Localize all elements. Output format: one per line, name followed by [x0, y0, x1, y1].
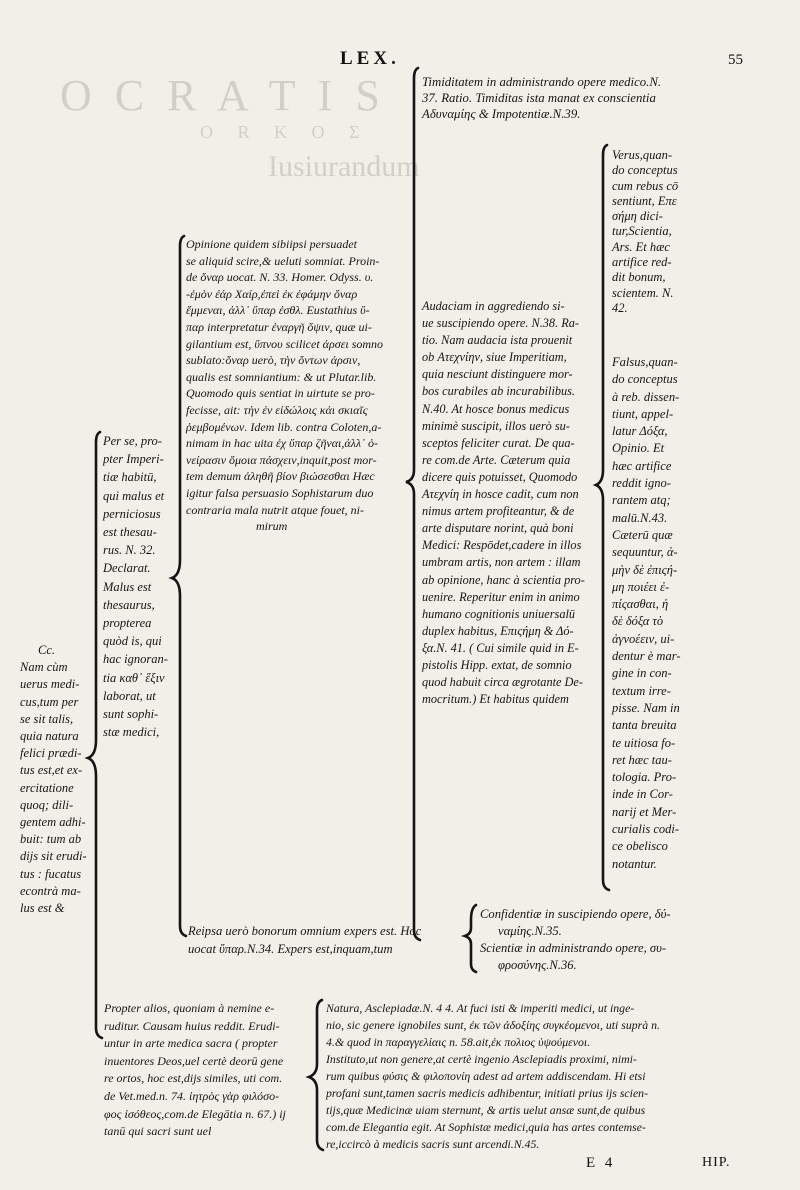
text-line: perniciosus	[103, 506, 161, 521]
text-line: qui malus et	[103, 488, 165, 503]
text-line: Confidentiæ in suscipiendo opere, δύ-	[480, 907, 671, 921]
text-line: pistolis Hipp. extat, de somnio	[422, 657, 572, 672]
text-line: pter Imperi-	[103, 452, 164, 467]
text-line: inde in Cor-	[612, 787, 673, 802]
catchword: HIP.	[702, 1155, 731, 1170]
text-line: econtrà ma-	[20, 883, 81, 898]
text-line: igitur falsa persuasio Sophistarum duo	[186, 485, 374, 500]
natura-block	[326, 1000, 726, 1153]
text-line: Instituto,ut non genere,at certè ingenio Asclepiadis proximi, nimi-	[326, 1052, 637, 1066]
signature-mark: E 4	[586, 1155, 616, 1171]
text-line: se aliquid scire,& ueluti somniat. Proin-	[186, 253, 380, 268]
text-line: lus est &	[20, 901, 65, 916]
text-line: uerus medi-	[20, 677, 80, 692]
text-line: tiunt, appel-	[612, 406, 674, 421]
text-line: est thesau-	[103, 525, 157, 540]
text-line: arte disputare norint, quà boni	[422, 521, 574, 536]
text-line: rus. N. 32.	[103, 543, 156, 558]
text-line: cus,tum per	[20, 694, 79, 709]
text-line: re ortos, hoc est,dijs similes, uti com.	[104, 1071, 283, 1086]
text-line: do conceptus	[612, 372, 678, 387]
page-number: 55	[728, 52, 743, 68]
text-line: nimus artem profiteantur, & de	[422, 504, 575, 519]
text-line: tus est,et ex-	[20, 763, 83, 778]
text-line: ἔμμεναι, ἀλλ᾽ ὕπαρ ἐσθλ. Eustathius ὕ-	[186, 303, 370, 318]
text-line: δὲ δόξα τὸ	[612, 614, 664, 629]
text-line: thesaurus,	[103, 597, 155, 612]
text-line: ῥεμβομένων. Idem lib. contra Coloten,a-	[186, 419, 382, 434]
show-through-greek: O R K O Σ	[200, 122, 370, 142]
text-line: de Vet.med.n. 74. ἰητρὸς γὰρ φιλόσο-	[104, 1088, 280, 1103]
text-line: quòd is, qui	[103, 634, 162, 649]
text-line: Falsus,quan-	[612, 355, 678, 369]
text-line: latur Δόξα,	[612, 424, 668, 439]
text-line: Timiditatem in administrando opere medico.N.	[422, 75, 662, 89]
text-line: ce obelisco	[612, 839, 668, 854]
text-line: hæc artifice	[612, 458, 672, 473]
text-line: Cæterū quæ	[612, 527, 673, 542]
text-line: Nam cùm	[20, 660, 68, 675]
audaciam-block	[422, 298, 602, 708]
text-line: artifice red-	[612, 255, 672, 270]
text-line: textum irre-	[612, 683, 671, 698]
text-line: ob Ατεχνίην, siue Imperitiam,	[422, 350, 567, 365]
text-line: te uitiosa fo-	[612, 735, 676, 750]
text-line: sublato:ὄναρ uerò, τὴν ὄντων ἀρσιν,	[186, 353, 361, 368]
text-line: ruditur. Causam huius reddit. Erudi-	[104, 1018, 280, 1033]
text-line: sunt sophi-	[103, 707, 159, 722]
text-line: Ατεχνίη in hosce cadit, cum non	[422, 487, 579, 502]
text-line: 42.	[612, 300, 628, 315]
text-line: ab opinione, hanc à scientia pro-	[422, 572, 585, 587]
text-line: -ἐμὸν ἐάρ Χαίρ,ἐπεὶ ἐκ ἐφάμην ὄναρ	[186, 286, 358, 301]
text-line: μη ποιέει ἐ-	[612, 579, 670, 594]
text-line: narij et Mer-	[612, 804, 677, 819]
show-through-title: O C R A T I S	[60, 71, 386, 120]
text-line: ret hæc tau-	[612, 752, 672, 767]
text-line: Opinio. Et	[612, 441, 665, 456]
text-line: Αδυναμίης & Impotentiæ.N.39.	[422, 107, 581, 121]
text-line: Declarat.	[103, 561, 151, 576]
text-line: dicere quis potuisset, Quomodo	[422, 469, 578, 484]
verus-block	[612, 148, 704, 316]
text-line: cum rebus cō	[612, 178, 679, 193]
text-line: ἀγνοέειν, ui-	[612, 631, 675, 646]
propter-block	[104, 1000, 309, 1141]
text-line: do conceptus	[612, 163, 678, 178]
text-line: tem demum ἀληθῆ βίον βιώσεσθαι Hæc	[186, 469, 375, 484]
text-line: mirum	[256, 519, 288, 534]
text-line: νείρασιν ὅμοια πάσχειν,inquit,post mor-	[186, 452, 377, 467]
text-line: duplex habitus, Επιςήμη & Δό-	[422, 623, 574, 638]
text-line: re com.de Arte. Cæterum quia	[422, 452, 571, 467]
text-line: gine in con-	[612, 666, 672, 681]
perse-block	[103, 432, 178, 741]
text-line: ue suscipiendo opere. N.38. Ra-	[422, 316, 579, 331]
text-line: com.de Elegantia egit. At Sophistæ medici,quia has artes contemse-	[326, 1120, 646, 1134]
text-line: mocritum.) Et habitus quidem	[422, 692, 569, 707]
text-line: Opinione quidem sibiipsi persuadet	[186, 237, 357, 251]
text-line: malū.N.43.	[612, 510, 668, 525]
text-line: sentiunt, Επε	[612, 193, 677, 208]
text-line: nimam in hac uita ἐχ ὕπαρ ζῆναι,ἀλλ᾽ ὀ-	[186, 436, 379, 451]
text-line: Per se, pro-	[103, 434, 162, 448]
text-line: contraria mala nutrit atque fouet, ni-	[186, 502, 364, 517]
text-line: gilantium est, ὕπνου scilicet ἀρσει somno	[186, 336, 384, 351]
text-line: re,iccircò à medicis sacris sunt arcendi.N.45.	[326, 1137, 540, 1151]
falsus-block	[612, 354, 704, 873]
text-line: à reb. dissen-	[612, 389, 680, 404]
text-line: felici prædi-	[20, 746, 82, 761]
text-line: scientem. N.	[612, 285, 674, 300]
margin-note-block	[20, 642, 96, 917]
text-line: quod habuit circa ægrotante De-	[422, 675, 583, 690]
text-line: inuentores Deos,uel certè deorū gene	[104, 1053, 284, 1068]
opinione-block	[186, 236, 411, 535]
text-line: Natura, Asclepiadæ.N. 4 4. At fuci isti & imperiti medici, ut inge-	[326, 1001, 635, 1015]
text-line: tologia. Pro-	[612, 770, 677, 785]
text-line: reddit igno-	[612, 476, 671, 491]
text-line: tur,Scientia,	[612, 224, 672, 239]
text-line: tia καθ᾽ ἕξιν	[103, 670, 165, 685]
text-line: ercitatione	[20, 780, 74, 795]
text-line: stæ medici,	[103, 725, 160, 740]
text-line: Propter alios, quoniam à nemine e-	[104, 1001, 275, 1015]
timiditatem-block	[422, 74, 722, 122]
text-line: μὴν δὲ ἐπιςή-	[612, 562, 678, 577]
text-line: quia nesciunt distinguere mor-	[422, 367, 573, 382]
text-line: gentem adhi-	[20, 815, 86, 830]
text-line: uenire. Reperitur enim in animo	[422, 589, 580, 604]
text-line: tanū qui sacri sunt uel	[104, 1124, 212, 1139]
text-line: tijs,quæ Medicinæ uiam sternunt, & artis uelut ansæ sunt,de quibus	[326, 1103, 646, 1117]
text-line: φος ἰσόθεος,com.de Elegātia n. 67.) ij	[104, 1106, 286, 1121]
text-line: tio. Nam audacia ista prouenit	[422, 333, 573, 348]
text-line: sceptos feliciter curat. De qua-	[422, 435, 575, 450]
text-line: buit: tum ab	[20, 832, 82, 847]
text-line: rum quibus φύσις & φιλοπονίη adest ad artem addiscendam. Hi etsi	[326, 1069, 646, 1083]
text-line: tanta breuita	[612, 718, 677, 733]
text-line: untur in arte medica sacra ( propter	[104, 1036, 278, 1051]
text-line: 37. Ratio. Timiditas ista manat ex conscientia	[422, 91, 656, 105]
text-line: Verus,quan-	[612, 148, 673, 162]
running-title: LEX.	[340, 48, 400, 69]
text-line: Audaciam in aggrediendo si-	[422, 299, 565, 313]
text-line: minimè suscipit, illos uerò su-	[422, 418, 570, 433]
confidentiae-block	[480, 906, 720, 974]
text-line: ναμίης.N.35.	[498, 924, 562, 938]
text-line: tus : fucatus	[20, 866, 82, 881]
text-line: dijs sit erudi-	[20, 849, 87, 864]
text-line: rantem atq;	[612, 493, 671, 508]
text-line: hac ignoran-	[103, 652, 168, 667]
reipsa-block	[188, 922, 468, 958]
text-line: qualis est somniantium: & ut Plutar.lib.	[186, 369, 377, 384]
text-line: σήμη dici-	[612, 209, 663, 224]
text-line: ξα.N. 41. ( Cui simile quid in E-	[422, 640, 579, 655]
text-line: laborat, ut	[103, 688, 156, 703]
text-line: notantur.	[612, 856, 657, 871]
text-line: umbram artis, non artem : illam	[422, 555, 581, 570]
text-line: φροσύνης.N.36.	[498, 958, 577, 972]
text-line: Reipsa uerò bonorum omnium expers est. Hoc	[188, 924, 422, 938]
text-line: uocat ὕπαρ.N.34. Expers est,inquam,tum	[188, 942, 393, 956]
text-line: Malus est	[103, 579, 152, 594]
text-line: curialis codi-	[612, 822, 680, 837]
text-line: Cc.	[38, 643, 56, 657]
text-line: de ὄναρ uocat. N. 33. Homer. Odyss. υ.	[186, 270, 374, 285]
text-line: se sit talis,	[20, 711, 74, 726]
text-line: Scientiæ in administrando opere, συ-	[480, 941, 667, 955]
text-line: propterea	[103, 616, 152, 631]
text-line: fecisse, ait: τὴν ἐν εἰδώλοις κἀι σκιαῖς	[186, 402, 368, 417]
text-line: Quomodo quis sentiat in uirtute se pro-	[186, 386, 375, 401]
text-line: tiæ habitū,	[103, 470, 157, 485]
text-line: quia natura	[20, 729, 79, 744]
text-line: πίςασθαι, ἡ	[612, 597, 669, 612]
text-line: dit bonum,	[612, 270, 666, 285]
text-line: quoq; dili-	[20, 797, 74, 812]
text-line: N.40. At hosce bonus medicus	[422, 401, 570, 416]
text-line: nio, sic genere ignobiles sunt, ἐκ τῶν ἀδοξίης συγκέομενοι, uti suprà n.	[326, 1018, 660, 1032]
text-line: 4.& quod in παραγγελίαις n. 58.ait,ἐκ πολιος ὑψούμενοι.	[326, 1035, 591, 1049]
show-through-subtitle: Iusiurandum	[268, 150, 420, 183]
text-line: Medici: Respōdet,cadere in illos	[422, 538, 582, 553]
text-line: humano cognitionis uniuersalū	[422, 606, 576, 621]
text-line: sequuntur, ἀ-	[612, 545, 678, 560]
text-line: profani sunt,tamen sacris medicis adhibentur, initiati prius ijs scien-	[326, 1086, 649, 1100]
text-line: bos curabiles ab incurabilibus.	[422, 384, 576, 399]
text-line: Ars. Et hæc	[612, 239, 670, 254]
text-line: dentur è mar-	[612, 649, 681, 664]
text-line: παρ interpretatur ἐναργῆ ὄψιν, quæ ui-	[186, 319, 372, 334]
text-line: pisse. Nam in	[612, 700, 680, 715]
